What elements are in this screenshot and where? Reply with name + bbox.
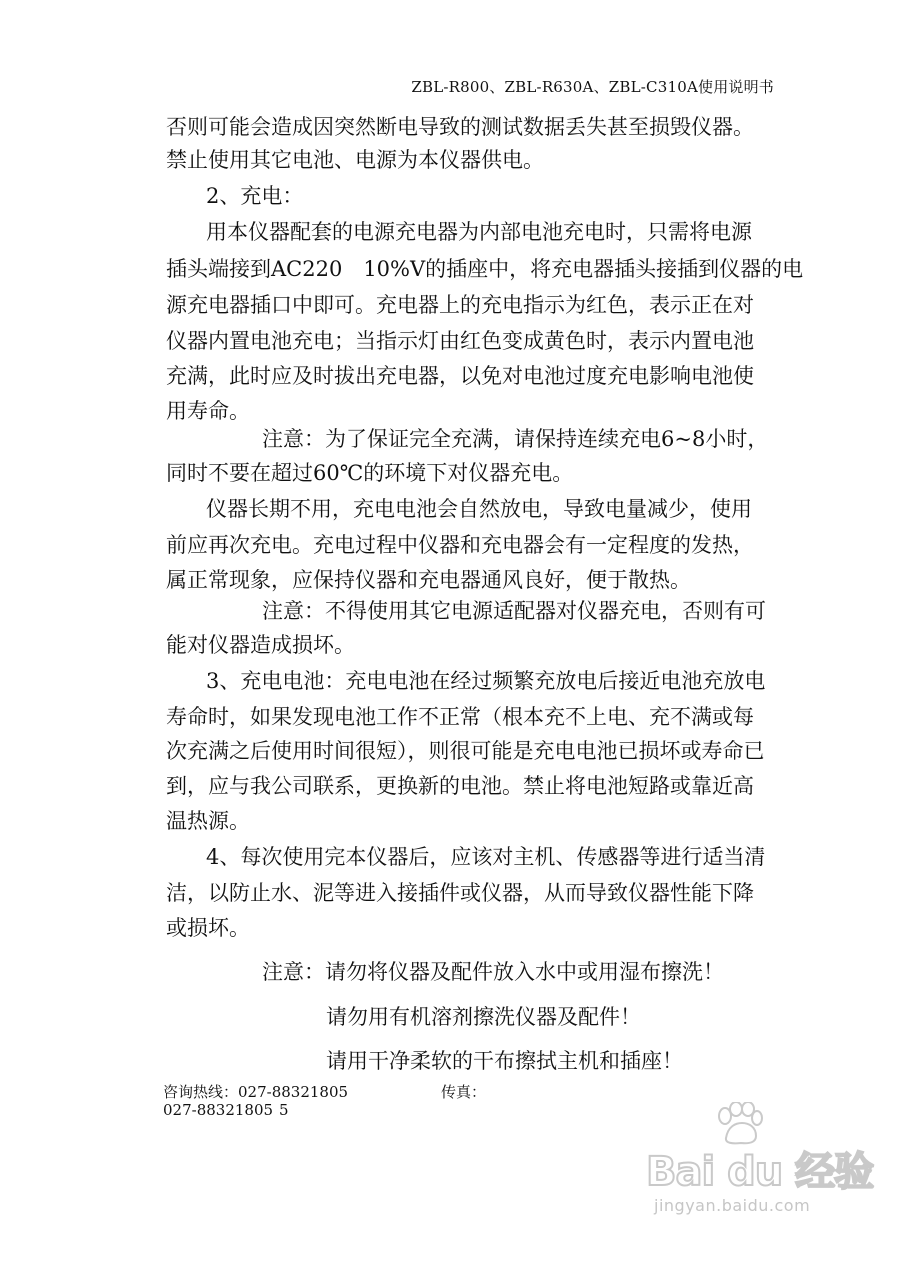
body-line: 仪器长期不用，充电电池会自然放电，导致电量减少，使用 xyxy=(206,497,752,521)
caution-line: 请勿用有机溶剂擦洗仪器及配件！ xyxy=(326,1005,641,1029)
body-line: 充满，此时应及时拔出充电器，以免对电池过度充电影响电池使 xyxy=(166,364,754,388)
body-line: 洁，以防止水、泥等进入接插件或仪器，从而导致仪器性能下降 xyxy=(166,881,754,905)
body-line: 用本仪器配套的电源充电器为内部电池充电时，只需将电源 xyxy=(206,220,752,244)
footer-hotline: 咨询热线：027-88321805 xyxy=(163,1083,349,1101)
body-line: 寿命时，如果发现电池工作不正常（根本充不上电、充不满或每 xyxy=(166,705,754,729)
body-line: 前应再次充电。充电过程中仪器和充电器会有一定程度的发热， xyxy=(166,533,754,557)
body-line: 温热源。 xyxy=(166,809,250,833)
note-line: 同时不要在超过60℃的环境下对仪器充电。 xyxy=(166,461,574,485)
section-heading: 3、充电电池：充电电池在经过频繁充放电后接近电池充放电 xyxy=(206,669,766,693)
note-line: 能对仪器造成损坏。 xyxy=(166,633,355,657)
watermark-url: jingyan.baidu.com xyxy=(654,1196,811,1215)
caution-line: 请用干净柔软的干布擦拭主机和插座！ xyxy=(326,1049,683,1073)
body-line: 到，应与我公司联系，更换新的电池。禁止将电池短路或靠近高 xyxy=(166,774,754,798)
page-number: 5 xyxy=(279,1101,289,1119)
section-heading: 2、充电： xyxy=(206,184,304,208)
body-line: 属正常现象，应保持仪器和充电器通风良好，便于散热。 xyxy=(166,568,691,592)
body-line: 插头端接到AC220 10%V的插座中，将充电器插头接插到仪器的电 xyxy=(166,257,804,281)
note-line: 注意：为了保证完全充满，请保持连续充电6~8小时， xyxy=(262,427,769,451)
body-line: 用寿命。 xyxy=(166,399,250,423)
footer-fax-number: 027-88321805 xyxy=(163,1101,274,1119)
body-line: 否则可能会造成因突然断电导致的测试数据丢失甚至损毁仪器。 xyxy=(166,115,754,139)
body-line: 次充满之后使用时间很短），则很可能是充电电池已损坏或寿命已 xyxy=(166,739,765,763)
body-line: 源充电器插口中即可。充电器上的充电指示为红色，表示正在对 xyxy=(166,293,754,317)
footer-fax-label: 传真： xyxy=(441,1083,487,1101)
baidu-watermark xyxy=(646,1102,874,1222)
document-header: ZBL-R800、ZBL-R630A、ZBL-C310A使用说明书 xyxy=(411,78,774,96)
note-line: 注意：不得使用其它电源适配器对仪器充电，否则有可 xyxy=(262,599,766,623)
body-line: 禁止使用其它电池、电源为本仪器供电。 xyxy=(166,148,544,172)
body-line: 仪器内置电池充电；当指示灯由红色变成黄色时，表示内置电池 xyxy=(166,329,754,353)
section-heading: 4、每次使用完本仪器后，应该对主机、传感器等进行适当清 xyxy=(206,845,766,869)
watermark-brand: Bai du 经验 xyxy=(646,1149,874,1195)
body-line: 或损坏。 xyxy=(166,916,250,940)
caution-line: 注意：请勿将仪器及配件放入水中或用湿布擦洗！ xyxy=(262,960,724,984)
